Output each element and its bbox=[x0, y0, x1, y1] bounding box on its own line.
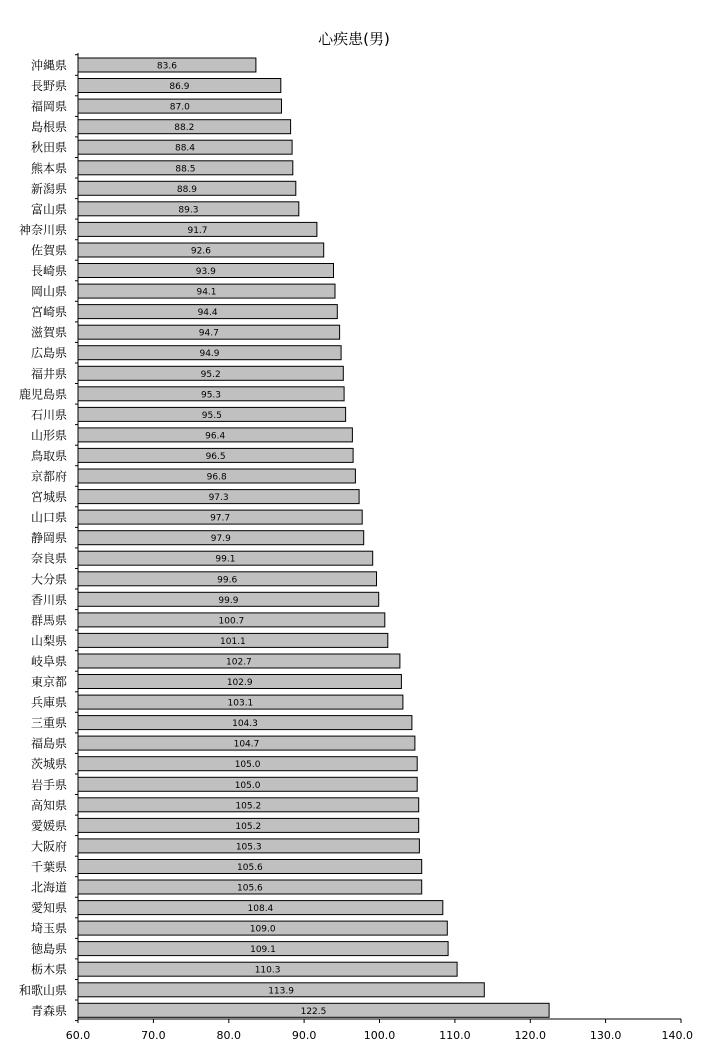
category-label: 富山県 bbox=[30, 202, 67, 217]
category-label: 三重県 bbox=[30, 716, 67, 731]
bar-value-label: 83.6 bbox=[156, 61, 177, 72]
category-label: 熊本県 bbox=[30, 161, 67, 176]
bar-value-label: 92.6 bbox=[190, 246, 211, 257]
bar-value-label: 122.5 bbox=[300, 1006, 327, 1017]
category-label: 島根県 bbox=[30, 120, 67, 135]
bar-value-label: 99.6 bbox=[217, 575, 238, 586]
category-label: 兵庫県 bbox=[30, 695, 67, 710]
bar-value-label: 96.8 bbox=[206, 472, 227, 483]
x-tick-label: 90.0 bbox=[291, 1029, 317, 1042]
x-tick-label: 70.0 bbox=[141, 1029, 166, 1042]
x-tick-label: 60.0 bbox=[65, 1029, 91, 1042]
bar-value-label: 101.1 bbox=[220, 636, 246, 647]
category-label: 沖縄県 bbox=[30, 58, 67, 73]
category-label: 高知県 bbox=[30, 798, 67, 813]
x-tick-label: 120.0 bbox=[514, 1029, 547, 1042]
bar-value-label: 109.1 bbox=[250, 945, 276, 956]
category-label: 広島県 bbox=[30, 346, 67, 361]
category-label: 静岡県 bbox=[30, 531, 67, 546]
category-label: 山形県 bbox=[30, 428, 67, 443]
category-label: 佐賀県 bbox=[30, 243, 67, 258]
bar-value-label: 88.5 bbox=[175, 164, 196, 175]
bar-value-label: 99.9 bbox=[218, 595, 239, 606]
bar-value-label: 86.9 bbox=[169, 82, 190, 92]
category-label: 福井県 bbox=[30, 366, 67, 381]
category-label: 大阪府 bbox=[30, 839, 67, 854]
category-label: 鹿児島県 bbox=[18, 387, 67, 402]
x-tick-label: 130.0 bbox=[589, 1029, 622, 1042]
category-label: 徳島県 bbox=[30, 942, 67, 957]
bar-value-label: 97.7 bbox=[210, 513, 231, 524]
chart-title: 心疾患(男) bbox=[318, 30, 390, 48]
bar-value-label: 93.9 bbox=[195, 267, 216, 277]
category-label: 山口県 bbox=[30, 510, 67, 525]
bar-value-label: 109.0 bbox=[249, 924, 276, 935]
category-label: 宮城県 bbox=[30, 490, 67, 505]
category-label: 青森県 bbox=[30, 1003, 67, 1018]
bar-value-label: 94.9 bbox=[199, 349, 220, 360]
bar-value-label: 105.2 bbox=[235, 801, 262, 812]
x-tick-label: 140.0 bbox=[661, 1029, 693, 1042]
category-label: 北海道 bbox=[30, 880, 67, 895]
bar-value-label: 88.4 bbox=[174, 143, 196, 154]
bar-value-label: 87.0 bbox=[169, 102, 190, 113]
category-label: 大分県 bbox=[30, 572, 67, 587]
bar-value-label: 102.7 bbox=[226, 657, 252, 668]
category-label: 岩手県 bbox=[30, 777, 67, 792]
bar-value-label: 94.4 bbox=[197, 308, 218, 319]
x-tick-label: 110.0 bbox=[439, 1029, 471, 1042]
bar-value-label: 108.4 bbox=[247, 904, 274, 915]
category-label: 福島県 bbox=[30, 736, 67, 751]
bar-value-label: 97.9 bbox=[210, 534, 231, 545]
bar-value-label: 95.2 bbox=[200, 369, 221, 380]
category-label: 宮崎県 bbox=[30, 305, 67, 320]
category-label: 和歌山県 bbox=[18, 983, 67, 998]
category-label: 千葉県 bbox=[30, 860, 67, 874]
bar-value-label: 94.1 bbox=[196, 287, 217, 298]
bar-value-label: 110.3 bbox=[254, 965, 281, 976]
category-label: 埼玉県 bbox=[30, 921, 67, 936]
category-label: 岐阜県 bbox=[30, 654, 67, 669]
category-label: 奈良県 bbox=[30, 551, 67, 566]
x-tick-label: 80.0 bbox=[216, 1029, 242, 1042]
category-label: 秋田県 bbox=[30, 140, 67, 155]
bar-value-label: 97.3 bbox=[208, 493, 229, 504]
bar-value-label: 88.2 bbox=[174, 123, 195, 134]
bar-value-label: 91.7 bbox=[187, 225, 208, 236]
x-tick-label: 100.0 bbox=[363, 1029, 396, 1042]
bar-value-label: 95.5 bbox=[201, 410, 222, 421]
bar-value-label: 105.2 bbox=[235, 821, 262, 832]
bar-value-label: 105.0 bbox=[234, 780, 261, 791]
bar-value-label: 99.1 bbox=[215, 554, 236, 565]
category-label: 鳥取県 bbox=[30, 448, 67, 463]
bar-value-label: 105.6 bbox=[237, 863, 263, 873]
category-label: 岡山県 bbox=[30, 284, 67, 299]
bar-value-label: 105.6 bbox=[237, 883, 263, 894]
category-label: 群馬県 bbox=[30, 613, 67, 628]
bar-value-label: 95.3 bbox=[200, 390, 222, 401]
bar-value-label: 96.4 bbox=[205, 431, 226, 442]
category-label: 石川県 bbox=[30, 407, 67, 422]
category-label: 新潟県 bbox=[30, 181, 67, 196]
category-label: 京都府 bbox=[30, 469, 67, 484]
bar-value-label: 102.9 bbox=[226, 678, 253, 688]
bar-value-label: 113.9 bbox=[268, 986, 294, 997]
category-label: 栃木県 bbox=[30, 962, 67, 977]
bar-value-label: 104.7 bbox=[233, 739, 260, 750]
bar-value-label: 94.7 bbox=[198, 328, 219, 339]
category-label: 香川県 bbox=[30, 592, 67, 607]
category-label: 愛知県 bbox=[30, 901, 67, 916]
category-label: 福岡県 bbox=[30, 99, 67, 114]
category-label: 東京都 bbox=[30, 675, 67, 689]
bar-value-label: 105.3 bbox=[235, 842, 262, 853]
bar-value-label: 88.9 bbox=[176, 184, 197, 195]
category-label: 長崎県 bbox=[30, 264, 67, 278]
category-label: 茨城県 bbox=[30, 757, 67, 772]
bar-value-label: 103.1 bbox=[227, 698, 254, 709]
bar-value-label: 96.5 bbox=[205, 451, 226, 462]
category-label: 山梨県 bbox=[30, 633, 67, 648]
bar-value-label: 105.0 bbox=[234, 760, 261, 771]
bar-value-label: 104.3 bbox=[232, 719, 258, 730]
category-label: 愛媛県 bbox=[30, 818, 67, 833]
bar-value-label: 89.3 bbox=[178, 205, 199, 216]
category-label: 長野県 bbox=[30, 79, 67, 93]
category-label: 滋賀県 bbox=[30, 325, 67, 340]
category-label: 神奈川県 bbox=[18, 222, 67, 237]
bar-value-label: 100.7 bbox=[218, 616, 245, 627]
